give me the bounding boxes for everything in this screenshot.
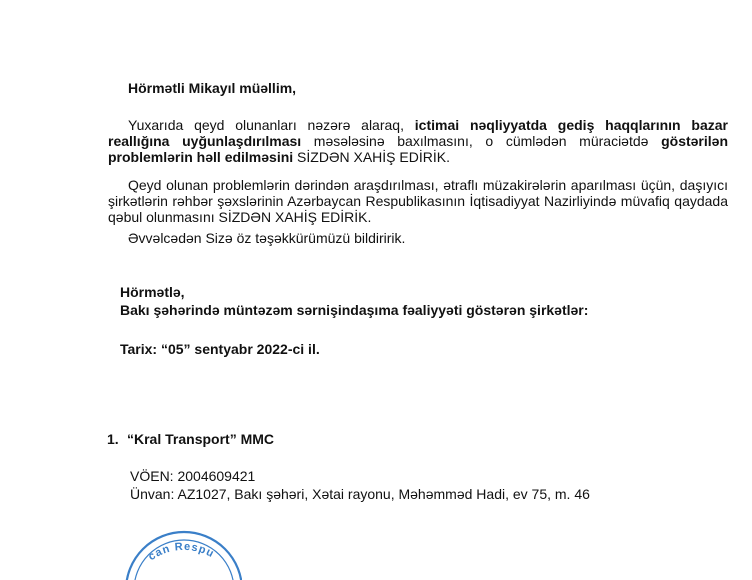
company-name: “Kral Transport” MMC <box>127 431 275 447</box>
letter-date: Tarix: “05” sentyabr 2022-ci il. <box>120 341 320 357</box>
paragraph-request <box>108 117 728 165</box>
company-number: 1. <box>107 431 119 447</box>
paragraph-request-text: Yuxarıda qeyd olunanları nəzərə alaraq, <box>128 117 415 133</box>
paragraph-request-bold-2: göstərilən problemlərin həll edilməsini <box>108 133 728 165</box>
closing-signatory: Bakı şəhərində müntəzəm sərnişindaşıma fəaliyyəti göstərən şirkətlər: <box>120 302 589 318</box>
company-voen: VÖEN: 2004609421 <box>130 468 256 484</box>
paragraph-thanks: Əvvəlcədən Sizə öz təşəkkürümüzü bildiririk. <box>128 230 406 246</box>
paragraph-request-bold-1: ictimai nəqliyyatda gediş haqqlarının bazar reallığına uyğunlaşdırılması <box>108 117 728 149</box>
closing-regards: Hörmətlə, <box>120 284 185 300</box>
stamp-text: can Respu <box>146 540 217 564</box>
paragraph-request-text-mid: məsələsinə baxılmasını, o cümlədən müraciətdə <box>301 133 662 149</box>
company-stamp <box>112 520 242 580</box>
greeting: Hörmətli Mikayıl müəllim, <box>128 80 297 96</box>
stamp-outer-ring <box>126 532 242 580</box>
stamp-seal-graphic <box>112 520 242 580</box>
company-address: Ünvan: AZ1027, Bakı şəhəri, Xətai rayonu, Məhəmməd Hadi, ev 75, m. 46 <box>130 486 590 502</box>
paragraph-meeting: Qeyd olunan problemlərin dərindən araşdırılması, ətraflı müzakirələrin aparılması üçün, daşıyıcı şirkətlərin rəhbər şəxslərinin Azərbaycan Respublikasının İqtisadiyyat Nazirliyində müvafiq qaydada qəbul olunmasını SİZDƏN XAHİŞ EDİRİK. <box>108 177 728 225</box>
stamp-inner-ring <box>134 540 234 580</box>
paragraph-request-text-end: SİZDƏN XAHİŞ EDİRİK. <box>293 149 450 165</box>
